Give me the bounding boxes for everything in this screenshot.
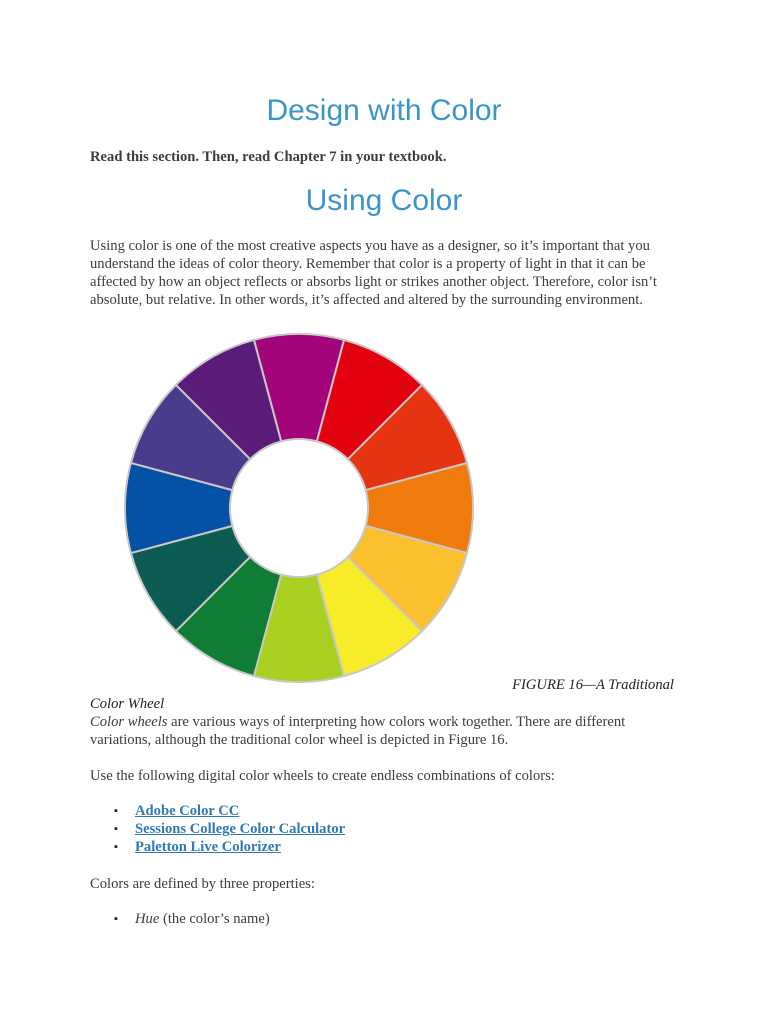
list-item (90, 910, 270, 928)
link-adobe-color[interactable]: Adobe Color CC (135, 803, 240, 819)
digital-wheels-paragraph: Use the following digital color wheels to create endless combinations of colors: (90, 768, 555, 784)
list-item (90, 820, 345, 838)
color-wheels-text: are various ways of interpreting how colors work together. There are different variations, although the traditional color wheel is depicted in Figure 16. (90, 714, 626, 748)
color-wheel-figure (118, 322, 480, 694)
page-title: Design with Color (266, 94, 502, 127)
color-tool-links (90, 802, 345, 856)
color-properties-list (90, 910, 270, 928)
color-wheels-term: Color wheels (90, 714, 168, 730)
list-item (90, 838, 345, 856)
reading-instruction: Read this section. Then, read Chapter 7 in your textbook. (90, 149, 447, 165)
properties-paragraph: Colors are defined by three properties: (90, 876, 315, 892)
list-item (90, 802, 345, 820)
bullet-icon: ▪ (114, 841, 118, 853)
bullet-icon: ▪ (114, 823, 118, 835)
link-sessions-calculator[interactable]: Sessions College Color Calculator (135, 821, 346, 837)
property-desc: (the color’s name) (159, 911, 270, 927)
link-paletton[interactable]: Paletton Live Colorizer (135, 839, 281, 855)
intro-paragraph: Using color is one of the most creative aspects you have as a designer, so it’s important that you understand the ideas of color theory. Remember that color is a property of light in that it can be affected by how an object reflects or absorbs light or strikes another object. Therefore, color isn’t absolute, but relative. In other words, it’s affected and altered by the surrounding environment. (90, 238, 657, 308)
figure-caption-part2: Color Wheel (90, 696, 165, 712)
figure-caption-part1: FIGURE 16—A Traditional (512, 677, 674, 693)
section-heading: Using Color (305, 184, 463, 217)
property-term: Hue (135, 911, 160, 927)
bullet-icon: ▪ (114, 913, 118, 925)
color-wheels-paragraph (90, 713, 680, 749)
bullet-icon: ▪ (114, 805, 118, 817)
